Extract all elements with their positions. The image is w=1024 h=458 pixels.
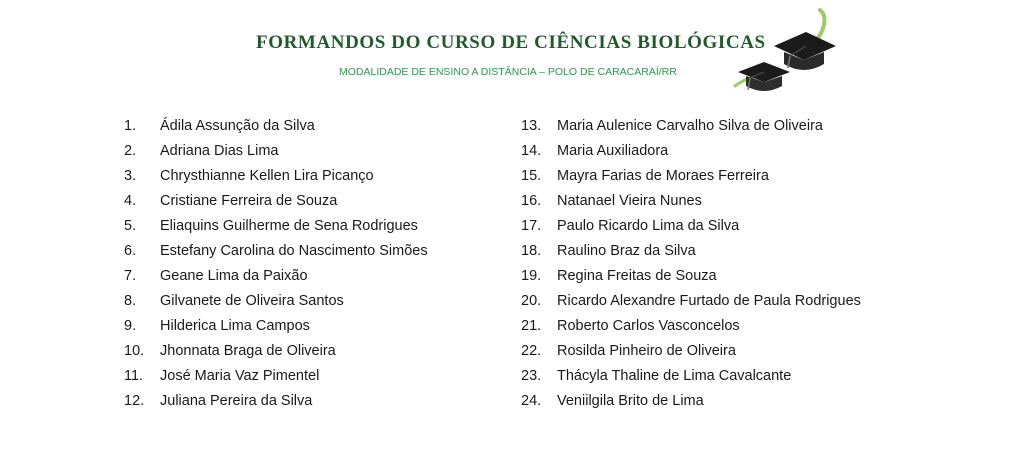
item-number: 15. — [521, 168, 542, 184]
graduate-name: Juliana Pereira da Silva — [160, 393, 313, 409]
item-number: 18. — [521, 243, 542, 259]
item-number: 2. — [124, 143, 137, 159]
page-title: FORMANDOS DO CURSO DE CIÊNCIAS BIOLÓGICAS — [256, 32, 766, 53]
graduate-name: Thácyla Thaline de Lima Cavalcante — [557, 368, 792, 384]
graduate-name: Mayra Farias de Moraes Ferreira — [557, 168, 769, 184]
graduate-name: Maria Aulenice Carvalho Silva de Oliveira — [557, 118, 823, 134]
item-number: 8. — [124, 293, 137, 309]
item-number: 14. — [521, 143, 542, 159]
item-number: 12. — [124, 393, 145, 409]
item-number: 6. — [124, 243, 137, 259]
item-number: 24. — [521, 393, 542, 409]
item-number: 22. — [521, 343, 542, 359]
page-subtitle: MODALIDADE DE ENSINO A DISTÂNCIA – POLO DE CARACARAÍ/RR — [339, 66, 677, 78]
item-number: 23. — [521, 368, 542, 384]
graduate-name: Jhonnata Braga de Oliveira — [160, 343, 336, 359]
item-number: 20. — [521, 293, 542, 309]
graduate-name: Ricardo Alexandre Furtado de Paula Rodrigues — [557, 293, 861, 309]
graduate-name: Natanael Vieira Nunes — [557, 193, 702, 209]
item-number: 7. — [124, 268, 137, 284]
graduate-name: Paulo Ricardo Lima da Silva — [557, 218, 740, 234]
item-number: 13. — [521, 118, 542, 134]
item-number: 11. — [124, 368, 144, 384]
graduate-name: Rosilda Pinheiro de Oliveira — [557, 343, 736, 359]
graduate-name: Regina Freitas de Souza — [557, 268, 717, 284]
graduate-name: Adriana Dias Lima — [160, 143, 279, 159]
item-number: 17. — [521, 218, 542, 234]
item-number: 4. — [124, 193, 137, 209]
item-number: 19. — [521, 268, 542, 284]
graduate-name: Veniilgila Brito de Lima — [557, 393, 704, 409]
graduate-name: Roberto Carlos Vasconcelos — [557, 318, 740, 334]
graduate-name: Chrysthianne Kellen Lira Picanço — [160, 168, 374, 184]
graduate-name: José Maria Vaz Pimentel — [160, 368, 320, 384]
graduate-name: Maria Auxiliadora — [557, 143, 669, 159]
item-number: 21. — [521, 318, 542, 334]
graduation-caps-icon — [732, 6, 836, 96]
graduate-name: Ádila Assunção da Silva — [160, 118, 315, 134]
item-number: 9. — [124, 318, 137, 334]
item-number: 1. — [124, 118, 137, 134]
graduate-name: Geane Lima da Paixão — [160, 268, 308, 284]
item-number: 16. — [521, 193, 542, 209]
item-number: 3. — [124, 168, 137, 184]
item-number: 5. — [124, 218, 137, 234]
item-number: 10. — [124, 343, 145, 359]
graduate-name: Estefany Carolina do Nascimento Simões — [160, 243, 428, 259]
graduate-name: Hilderica Lima Campos — [160, 318, 310, 334]
graduate-name: Eliaquins Guilherme de Sena Rodrigues — [160, 218, 418, 234]
graduate-name: Raulino Braz da Silva — [557, 243, 696, 259]
graduate-name: Gilvanete de Oliveira Santos — [160, 293, 344, 309]
graduate-name: Cristiane Ferreira de Souza — [160, 193, 338, 209]
